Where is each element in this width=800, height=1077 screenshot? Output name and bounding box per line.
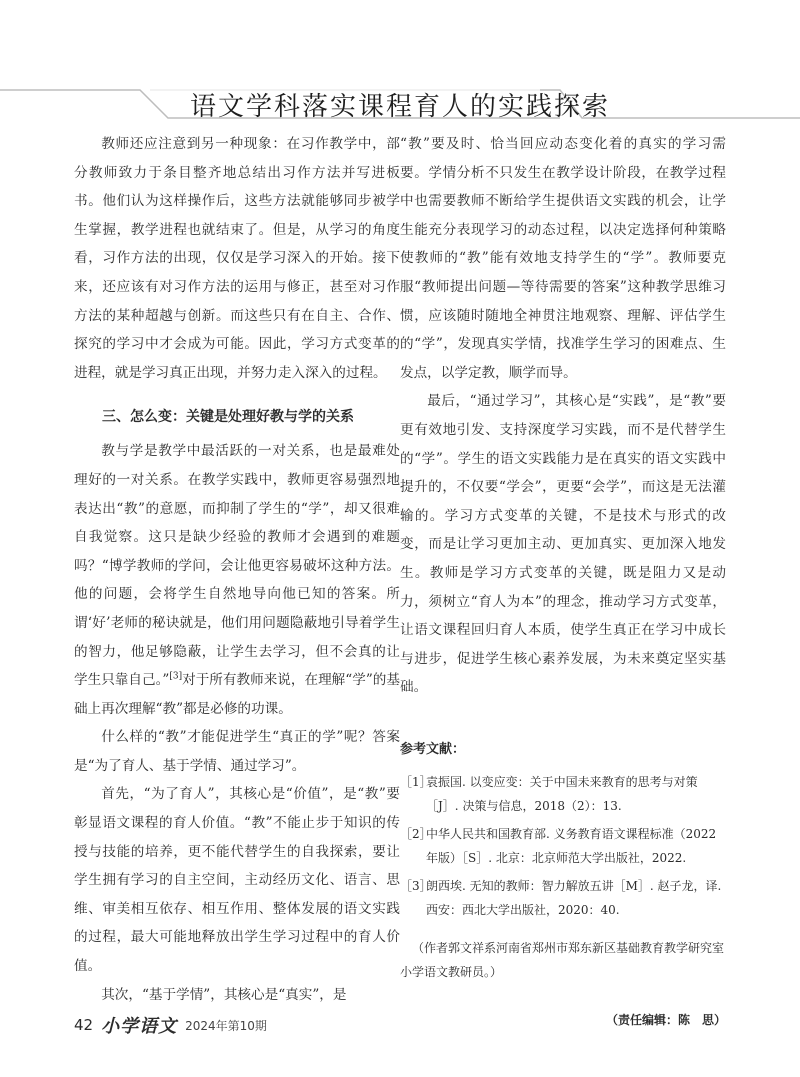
reference-number: ［3］ <box>400 879 432 894</box>
paragraph-text: 对于所有教师来说，在理解“学”的基础上再次理解“教”都是必修的功课。 <box>74 672 400 717</box>
section-heading: 三、怎么变：关键是处理好教与学的关系 <box>102 409 354 426</box>
paragraph: 什么样的“教”才能促进学生“真正的学”呢？答案是“为了育人、基于学情、通过学习”。 <box>74 729 400 774</box>
paragraph: 首先，“为了育人”，其核心是“价值”，是“教”要彰显语文课程的育人价值。“教”不能止步于知识的传授与技能的培养，更不能代替学生的自我探索，要让学生拥有学习的自主空间，主动经历文化、语言、思维、审美相互依存、相互作用、整体发展的语文实践的过程，最大可能地释放出学生学习过程中的育人价值。 <box>74 786 400 975</box>
reference-text: 朗西埃. 无知的教师：智力解放五讲［M］. 赵子龙，译. 西安：西北大学出版社，2020：40. <box>426 879 722 918</box>
paragraph-text: 教与学是教学中最活跃的一对关系，也是最难处理好的一对关系。在教学实践中，教师更容易强烈地表达出“教”的意愿，而抑制了学生的“学”，却又很难自我觉察。这只是缺少经验的教师才会遇到的难题吗？“博学教师的学问，会让他更容易破坏这种方法。他的问题，会将学生自然地导向他已知的答案。所谓‘好’老师的秘诀就是，他们用问题隐蔽地引导着学生的智力，他足够隐蔽，让学生去学习，但不会真的让学生只靠自己。” <box>74 443 400 689</box>
reference-number: ［1］ <box>400 775 432 790</box>
page-footer <box>74 1012 267 1038</box>
paragraph: 教师还应注意到另一种现象：在习作教学中，部分教师致力于条目整齐地总结出习作方法并写进板书。他们认为这样操作后，这些方法就能够同步被学生掌握，教学进程也就结束了。但是，从学习的角度看，习作方法的出现，仅仅是学习深入的开始。接下来，还应该有对习作方法的运用与修正，甚至对习作方法的某种超越与创新。而这些只有在自主、合作、探究的学习中才会成为可能。因此，学习方式变革的进程，就是学习真正出现，并努力走入深入的过程。 <box>74 136 400 381</box>
article-title: 语文学科落实课程育人的实践探索 <box>189 92 610 122</box>
reference-text: 袁振国. 以变应变：关于中国未来教育的思考与对策［J］. 决策与信息，2018（2）：13. <box>426 775 698 814</box>
paragraph: 最后，“通过学习”，其核心是“实践”，是“教”要更有效地引发、支持深度学习实践，而不是代替学生的“学”。学生的语文实践能力是在真实的语文实践中提升的，不仅要“学会”，更要“会学”，而这是无法灌输的。学习方式变革的关键，不是技术与形式的改变，而是让学习更加主动、更加真实、更加深入地发生。教师是学习方式变革的关键，既是阻力又是动力，须树立“育人为本”的理念，推动学习方式变革，让语文课程回归育人本质，使学生真正在学习中成长与进步，促进学生核心素养发展，为未来奠定坚实基础。 <box>400 393 726 696</box>
paragraph: “教”要及时、恰当回应动态变化着的真实的学习需要。学情分析不只发生在教学设计阶段，在教学过程中也需要教师不断给学生提供语文实践的机会，让学生能充分表现学习的动态过程，以决定选择何种策略使教师的“教”能有效地支持学生的“学”。教师要克服“教师提出问题—等待需要的答案”这种教学思维习惯，应该随时随地全神贯注地观察、理解、评估学生的“学”，发现真实学情，找准学生学习的困难点、生发点，以学定教，顺学而导。 <box>400 136 726 381</box>
right-column <box>400 130 726 1035</box>
paragraph <box>74 437 400 723</box>
magazine-logo: 小学语文 <box>101 1016 178 1037</box>
editor-note: （责任编辑：陈 思） <box>605 1013 726 1028</box>
reference-item <box>400 770 726 818</box>
reference-text: 中华人民共和国教育部. 义务教育语文课程标准（2022年版）［S］. 北京：北京师范大学出版社，2022. <box>426 827 717 866</box>
left-column <box>74 130 400 1009</box>
paragraph: 其次，“基于学情”，其核心是“真实”，是 <box>101 986 347 1003</box>
citation-marker: [3] <box>169 671 183 682</box>
page-number: 42 <box>74 1016 94 1034</box>
references-title: 参考文献： <box>400 741 466 757</box>
author-note: （作者郭文祥系河南省郑州市郑东新区基础教育教学研究室小学语文教研员。） <box>400 941 725 980</box>
reference-number: ［2］ <box>400 827 432 842</box>
issue-label: 2024年第10期 <box>185 1018 267 1033</box>
reference-item <box>400 822 726 870</box>
reference-item <box>400 874 726 922</box>
